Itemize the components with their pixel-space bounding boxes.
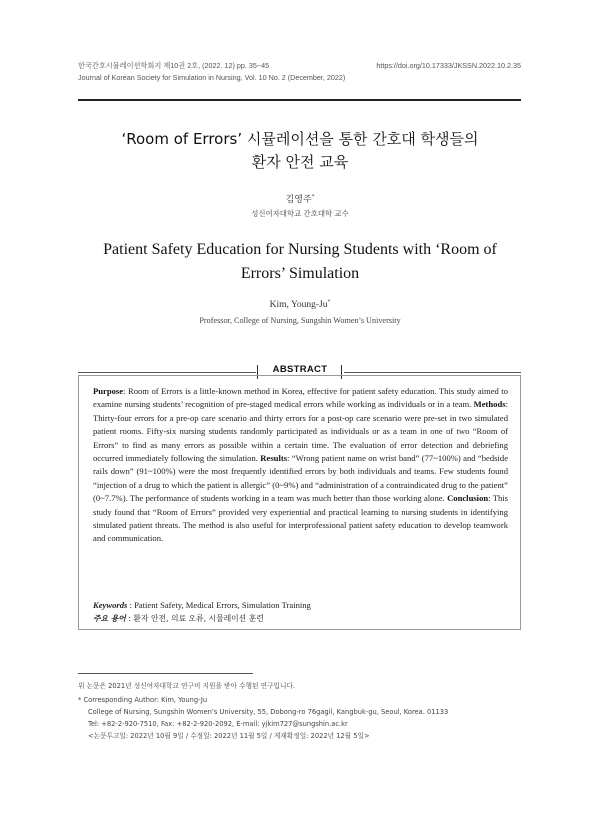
methods-label: Methods [473,399,506,410]
english-author [60,300,540,310]
keywords-kr-text: : 환자 안전, 의료 오류, 시뮬레이션 훈련 [128,614,264,623]
footnote-address: College of Nursing, Sungshin Women’s University, 55, Dobong-ro 76gagil, Kangbuk-gu, Seoul, Korea. 01133 [88,708,449,716]
purpose-text: : Room of Errors is a little-known method in Korea, effective for patient safety education. This study aimed to examine nursing students’ recognition of pre-staged medical errors while working as individuals or in a team. [93,386,508,410]
footnote-corresponding: * Corresponding Author: Kim, Young-Ju [78,696,208,704]
footnote-dates: <논문투고일: 2022년 10월 9일 / 수정일: 2022년 11월 5일 / 게재확정일: 2022년 12월 5일> [88,732,370,740]
results-text: : “Wrong patient name on wrist band” (77~100%) and “bedside rails down” (91~100%) were the most frequently identified errors by both individuals and teams. Few students found “injection of a drug to which the patient is allergic” (0~9%) and “administration of a contraindicated drug to the patient” (0~7.7%). The performance of students working in a team was much better than those working alone. [93,453,509,504]
footnote-funding: 위 논문은 2021년 성신여자대학교 연구비 지원을 받아 수행된 연구입니다. [78,682,296,690]
header-rule [78,99,521,101]
keywords-en-label: Keywords [93,600,128,610]
abstract-heading: ABSTRACT [272,364,328,375]
footnote-contact: Tel: +82-2-920-7510, Fax: +82-2-920-2092, E-mail: yjkim727@sungshin.ac.kr [88,720,348,728]
keywords-kr [93,612,508,625]
abstract-rule-left [78,372,256,373]
abstract-rule-right [344,372,521,373]
english-title-line-2: Errors’ Simulation [240,265,360,282]
english-title [60,238,540,286]
korean-author [60,192,540,205]
footnote-rule [78,673,253,674]
korean-author-name: 김영주 [285,195,312,205]
keywords-kr-label: 주요 용어 [93,614,126,623]
conclusion-text: : This study found that “Room of Errors” provided very experiential and practical learning to nursing students in identifying simulated patient threats. The method is also useful for interprofessional patient safety education to develop teamwork and communication. [93,493,508,544]
keywords-en-text: : Patient Safety, Medical Errors, Simulation Training [129,600,311,610]
korean-title-line-2: 환자 안전 교육 [251,153,349,171]
results-label: Results [260,453,288,464]
english-title-line-1: Patient Safety Education for Nursing Students with ‘Room of [103,241,497,258]
journal-citation-kr: 한국간호시뮬레이션학회지 제10권 2호, (2022. 12) pp. 35~45 [78,61,270,70]
korean-author-mark: * [311,194,315,200]
methods-text: : Thirty-four errors for a pre-op care scenario and thirty errors for a post-op care scenario were pre-set in two simulated patient rooms. Fifty-six nursing students randomly participated as individuals or as a team in one of two “Room of Errors” to find as many errors as possible within a certain time. The evaluation of error detection and debriefing occurred immediately following the simulation. [93,399,508,464]
journal-citation-en: Journal of Korean Society for Simulation in Nursing, Vol. 10 No. 2 (December, 2022) [78,73,346,82]
conclusion-label: Conclusion [447,493,489,504]
keywords-en [93,599,508,612]
english-author-mark: * [327,298,331,305]
doi-link[interactable]: https://doi.org/10.17333/JKSSN.2022.10.2.35 [376,61,521,70]
abstract-body [93,385,508,546]
purpose-label: Purpose [93,386,124,396]
english-author-name: Kim, Young-Ju [269,300,328,310]
korean-affiliation: 성신여자대학교 간호대학 교수 [251,209,349,218]
english-affiliation: Professor, College of Nursing, Sungshin Women’s University [199,316,401,325]
korean-title [60,128,540,174]
korean-title-line-1: ‘Room of Errors’ 시뮬레이션을 통한 간호대 학생들의 [121,130,479,148]
